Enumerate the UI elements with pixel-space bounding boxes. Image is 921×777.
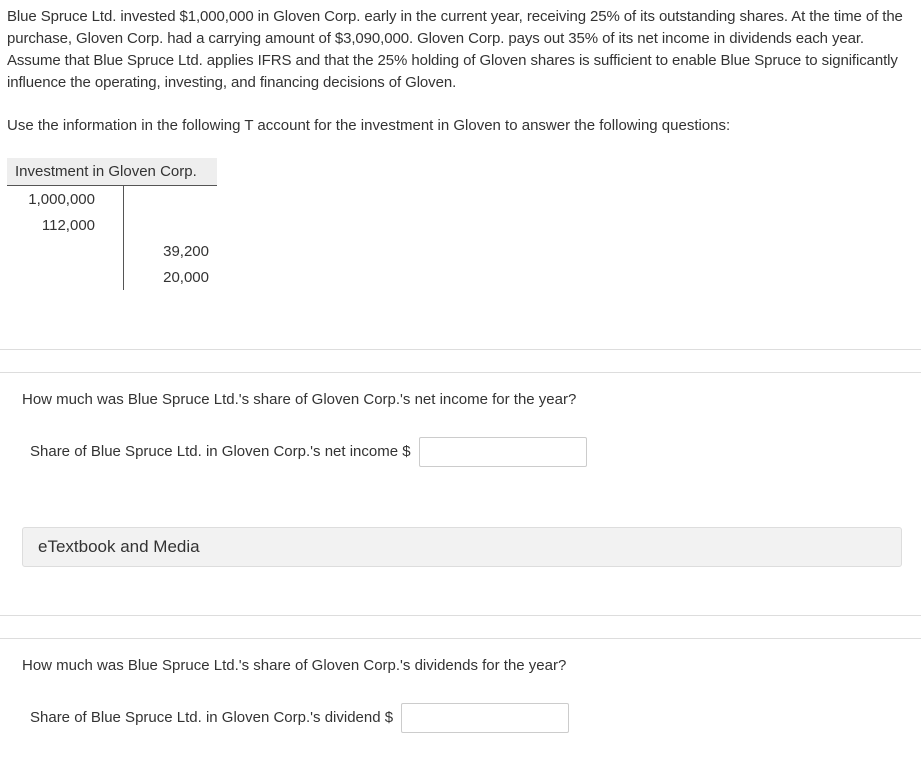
t-account-credit-2: 20,000: [163, 269, 209, 286]
etextbook-media-button[interactable]: eTextbook and Media: [22, 527, 902, 567]
section-divider: [0, 372, 921, 373]
question-1-answer-label: Share of Blue Spruce Ltd. in Gloven Corp.'s net income $: [30, 443, 411, 460]
question-2-answer-row: [30, 703, 569, 733]
question-1-answer-row: [30, 437, 587, 467]
section-divider: [0, 615, 921, 616]
question-1-prompt: How much was Blue Spruce Ltd.'s share of Gloven Corp.'s net income for the year?: [22, 391, 577, 408]
t-account-divider: [123, 186, 124, 290]
question-2-answer-label: Share of Blue Spruce Ltd. in Gloven Corp.'s dividend $: [30, 709, 394, 726]
t-account: [7, 158, 217, 291]
net-income-share-input[interactable]: [419, 437, 587, 467]
section-divider: [0, 638, 921, 639]
dividend-share-input[interactable]: [401, 703, 569, 733]
question-2-prompt: How much was Blue Spruce Ltd.'s share of Gloven Corp.'s dividends for the year?: [22, 657, 567, 674]
section-divider: [0, 349, 921, 350]
problem-intro: Blue Spruce Ltd. invested $1,000,000 in Gloven Corp. early in the current year, receiving 25% of its outstanding shares. At the time of the purchase, Gloven Corp. had a carrying amount of $3,090,000. Gloven Corp. pays out 35% of its net income in dividends each year. Assume that Blue Spruce Ltd. applies IFRS and that the 25% holding of Gloven shares is sufficient to enable Blue Spruce to significantly influence the operating, investing, and financing decisions of Gloven.: [7, 8, 903, 91]
t-account-credit-1: 39,200: [163, 243, 209, 260]
t-account-debit-1: 1,000,000: [28, 191, 95, 208]
t-account-debit-2: 112,000: [41, 217, 95, 234]
t-account-title: Investment in Gloven Corp.: [7, 158, 217, 186]
t-account-instruction: Use the information in the following T account for the investment in Gloven to answer the following questions:: [7, 117, 731, 134]
